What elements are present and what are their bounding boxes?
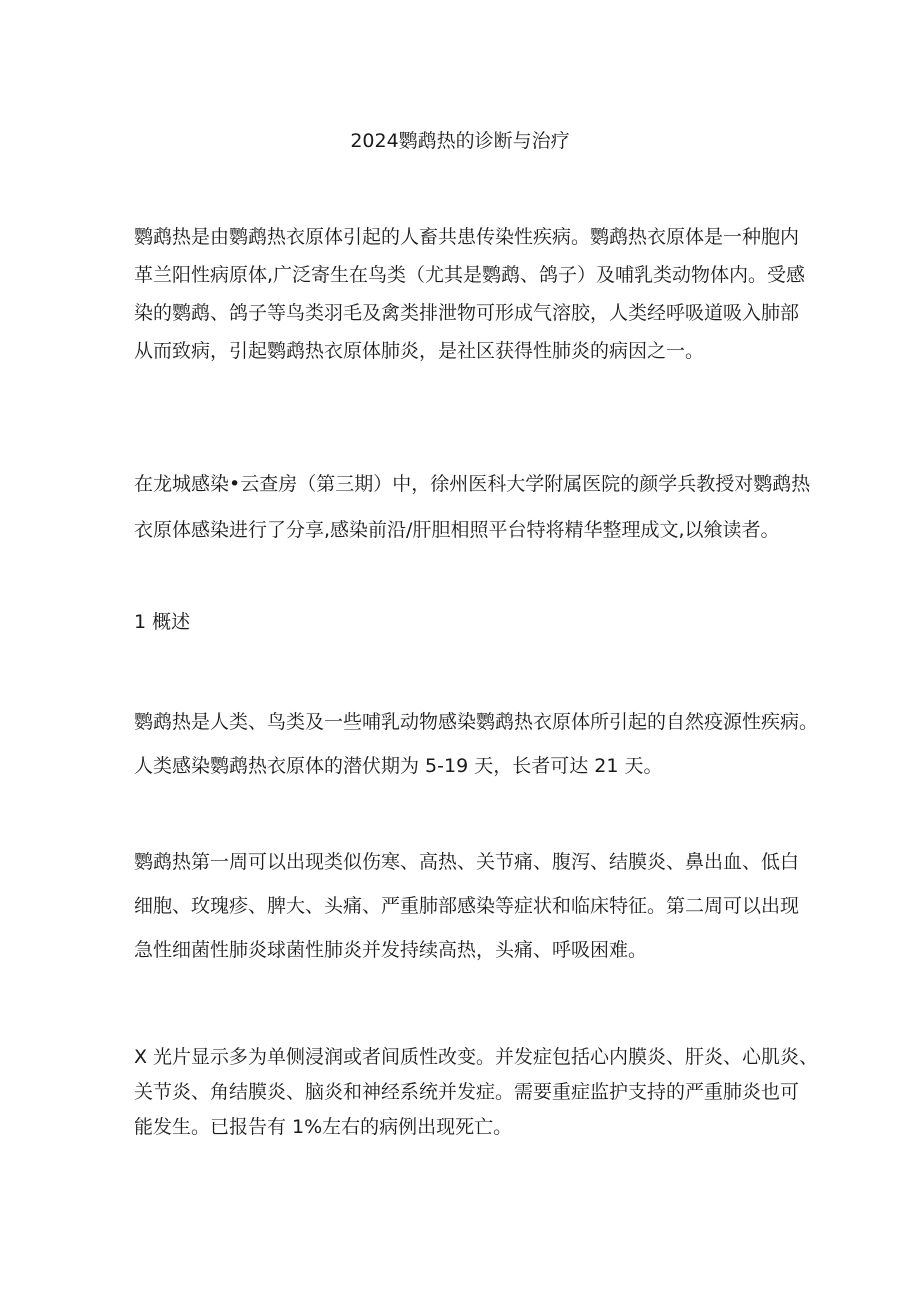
paragraph-line: 革兰阳性病原体,广泛寄生在鸟类（尤其是鹦鹉、鸽子）及哺乳类动物体内。受感	[134, 264, 806, 286]
paragraph-line: 衣原体感染进行了分享,感染前沿/肝胆相照平台特将精华整理成文,以飨读者。	[134, 519, 780, 541]
paragraph-line: 急性细菌性肺炎球菌性肺炎并发持续高热，头痛、呼吸困难。	[134, 939, 648, 961]
paragraph-line: 从而致病，引起鹦鹉热衣原体肺炎，是社区获得性肺炎的病因之一。	[134, 340, 705, 362]
paragraph-complications	[134, 1040, 819, 1145]
section-heading-overview	[134, 603, 794, 642]
paragraph-line: 细胞、玫瑰疹、脾大、头痛、严重肺部感染等症状和临床特征。第二周可以出现	[134, 895, 800, 917]
paragraph-line: 鹦鹉热是由鹦鹉热衣原体引起的人畜共患传染性疾病。鹦鹉热衣原体是一种胞内	[134, 226, 800, 248]
document-title: 2024鹦鹉热的诊断与治疗	[350, 130, 570, 152]
paragraph-source-note	[134, 461, 811, 553]
paragraph-line: X 光片显示多为单侧浸润或者间质性改变。并发症包括心内膜炎、肝炎、心肌炎、	[134, 1046, 819, 1068]
paragraph-symptoms	[134, 840, 800, 972]
paragraph-line: 能发生。已报告有 1%左右的病例出现死亡。	[134, 1116, 513, 1138]
paragraph-line: 鹦鹉热第一周可以出现类似伤寒、高热、关节痛、腹泻、结膜炎、鼻出血、低白	[134, 851, 800, 873]
paragraph-line: 人类感染鹦鹉热衣原体的潜伏期为 5-19 天，长者可达 21 天。	[134, 755, 663, 777]
paragraph-line: 在龙城感染•云查房（第三期）中，徐州医科大学附属医院的颜学兵教授对鹦鹉热	[134, 473, 811, 495]
section-heading-text: 1 概述	[134, 611, 191, 633]
paragraph-introduction	[134, 218, 806, 370]
paragraph-line: 鹦鹉热是人类、鸟类及一些哺乳动物感染鹦鹉热衣原体所引起的自然疫源性疾病。	[134, 711, 819, 733]
paragraph-line: 染的鹦鹉、鸽子等鸟类羽毛及禽类排泄物可形成气溶胶，人类经呼吸道吸入肺部	[134, 302, 800, 324]
paragraph-overview	[134, 700, 819, 788]
paragraph-line: 关节炎、角结膜炎、脑炎和神经系统并发症。需要重症监护支持的严重肺炎也可	[134, 1081, 800, 1103]
